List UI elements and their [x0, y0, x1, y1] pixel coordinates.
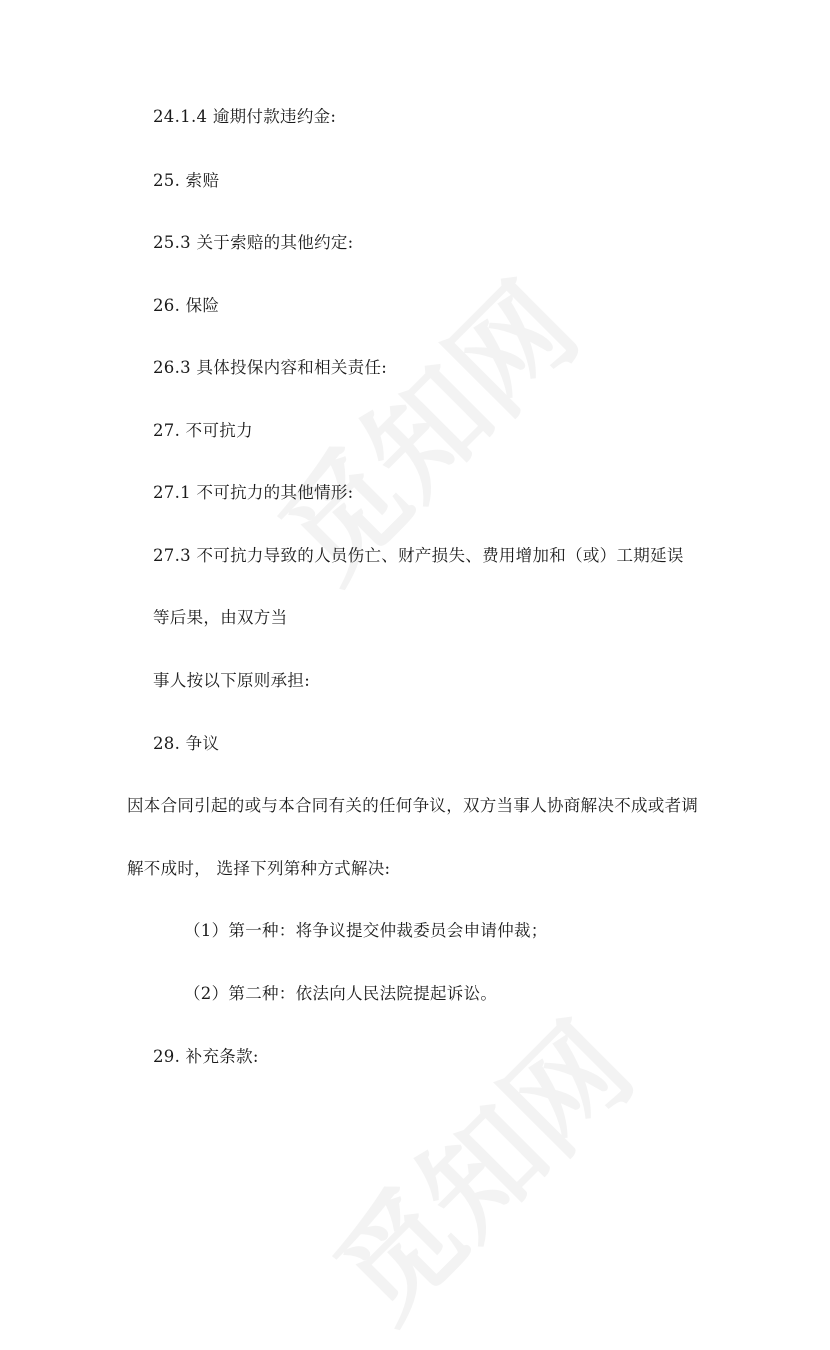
dispute-option-1: （1）第一种：将争议提交仲裁委员会申请仲裁； [184, 921, 548, 940]
clause-25-3: 25.3 关于索赔的其他约定: [153, 233, 354, 252]
clause-26-3: 26.3 具体投保内容和相关责任: [153, 358, 388, 377]
heading-27: 27. 不可抗力 [153, 421, 253, 440]
clause-27-1: 27.1 不可抗力的其他情形: [153, 483, 354, 502]
dispute-option-2: （2）第二种：依法向人民法院提起诉讼。 [184, 984, 498, 1003]
heading-25: 25. 索赔 [153, 171, 220, 190]
clause-27-3-cont-1: 等后果，由双方当 [153, 608, 288, 627]
dispute-paragraph-line-2: 解不成时， 选择下列第种方式解决: [127, 859, 391, 878]
clause-24-1-4: 24.1.4 逾期付款违约金: [153, 107, 337, 126]
clause-27-3: 27.3 不可抗力导致的人员伤亡、财产损失、费用增加和（或）工期延误 [153, 546, 684, 565]
heading-28: 28. 争议 [153, 734, 220, 753]
watermark-bottom [292, 980, 663, 1350]
heading-26: 26. 保险 [153, 296, 220, 315]
dispute-paragraph-line-1: 因本合同引起的或与本合同有关的任何争议，双方当事人协商解决不成或者调 [127, 796, 699, 815]
clause-27-3-cont-2: 事人按以下原则承担: [153, 671, 311, 690]
heading-29: 29. 补充条款: [153, 1047, 259, 1066]
